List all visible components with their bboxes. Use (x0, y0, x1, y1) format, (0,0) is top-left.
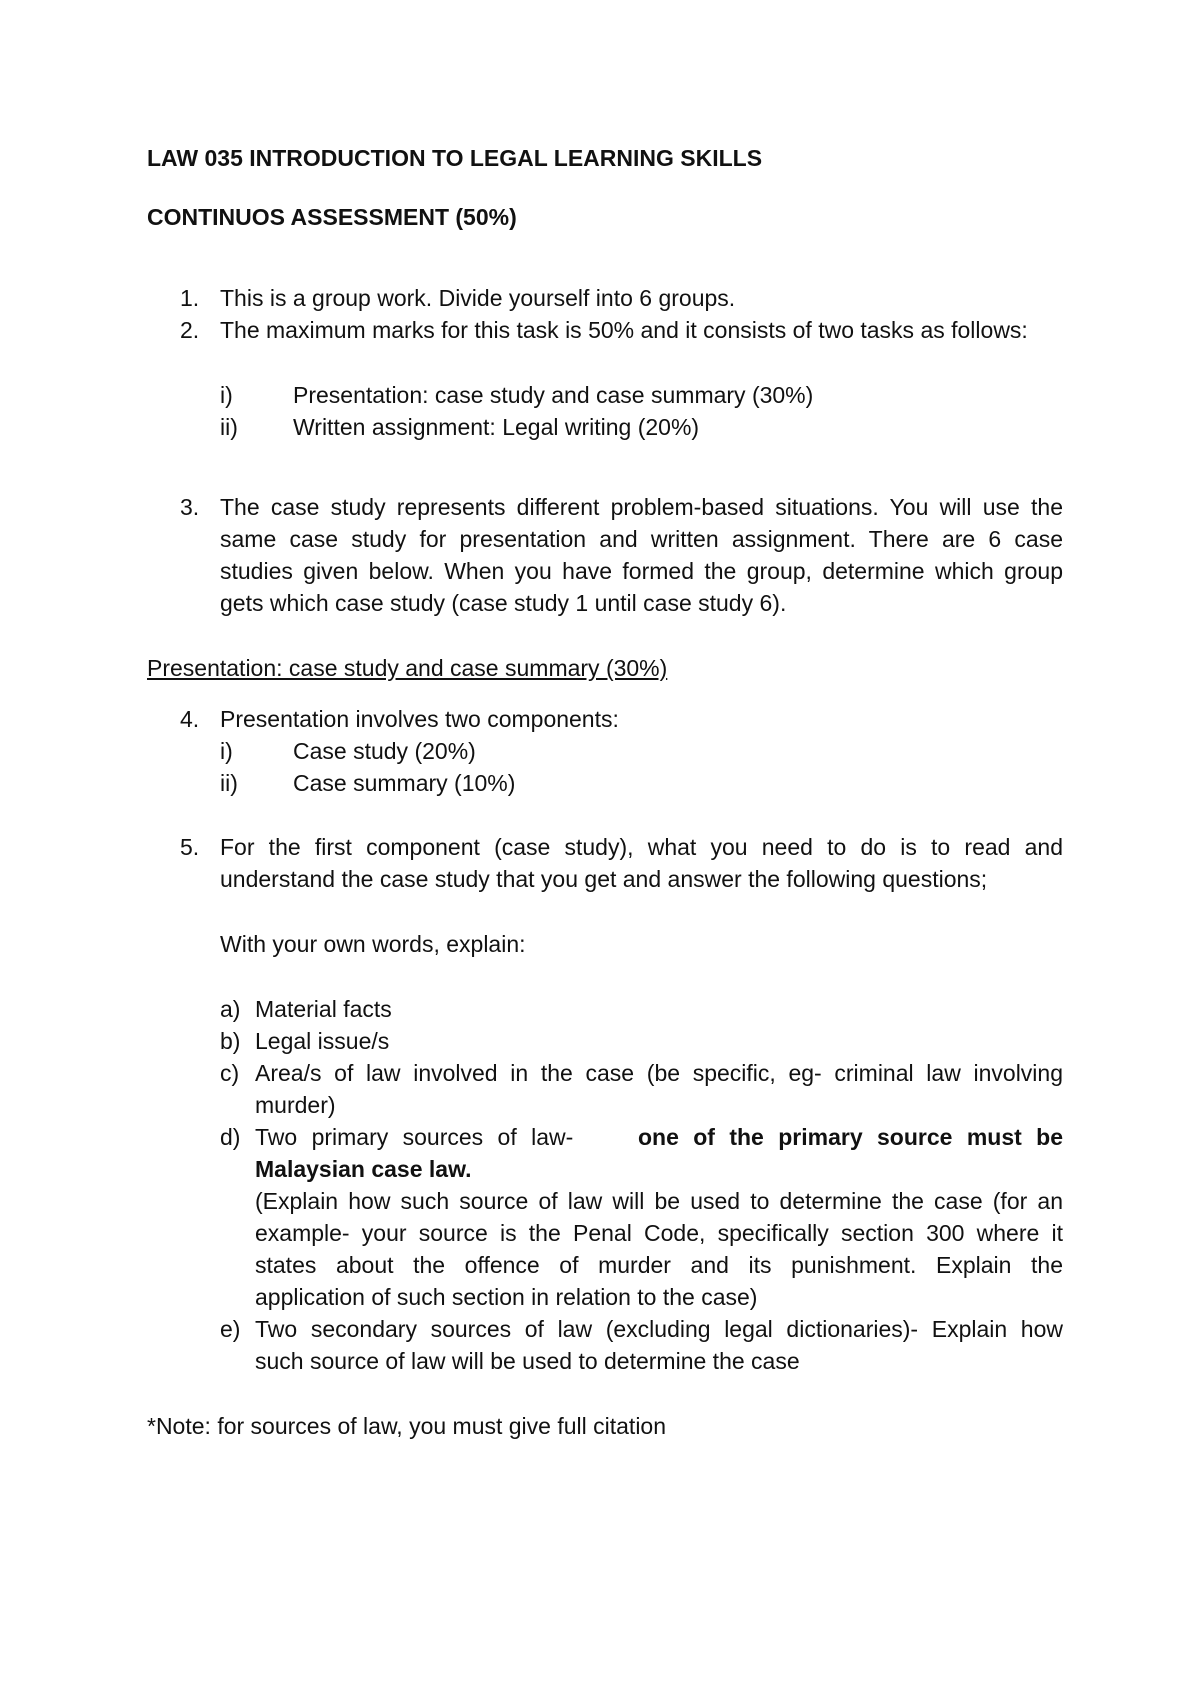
question-text: Two secondary sources of law (excluding legal dictionaries)- Explain how (255, 1316, 1063, 1342)
paragraph-line: gets which case study (case study 1 until case study 6). (220, 590, 787, 616)
question-label: c) (220, 1060, 240, 1086)
list-number: 4. (180, 706, 200, 732)
question-label: d) (220, 1124, 241, 1150)
question-text: states about the offence of murder and its punishment. Explain the (255, 1252, 1063, 1278)
paragraph-line: The case study represents different problem-based situations. You will use the (220, 494, 1063, 520)
paragraph-line: For the first component (case study), what you need to do is to read and (220, 834, 1063, 860)
question-label: b) (220, 1028, 241, 1054)
list-number: 5. (180, 834, 200, 860)
section-heading: Presentation: case study and case summary (30%) (147, 655, 668, 681)
question-text-emphasis: one of the primary source must be (637, 1124, 1063, 1150)
document-title: LAW 035 INTRODUCTION TO LEGAL LEARNING SKILLS (147, 145, 763, 171)
question-text: example- your source is the Penal Code, specifically section 300 where it (255, 1220, 1063, 1246)
roman-number: i) (220, 738, 233, 764)
question-text: murder) (255, 1092, 336, 1118)
question-text (255, 1121, 1063, 1153)
question-text: such source of law will be used to determine the case (255, 1348, 800, 1374)
roman-number: ii) (220, 414, 238, 440)
question-text-plain: Two primary sources of law- (255, 1124, 574, 1150)
citation-note: *Note: for sources of law, you must give full citation (147, 1413, 667, 1439)
question-text: Area/s of law involved in the case (be specific, eg- criminal law involving (255, 1060, 1063, 1086)
component-item-text: Case study (20%) (293, 738, 476, 764)
question-label: e) (220, 1316, 241, 1342)
list-number: 1. (180, 285, 200, 311)
task-item-text: Written assignment: Legal writing (20%) (293, 414, 700, 440)
list-number: 2. (180, 317, 200, 343)
instruction-intro: With your own words, explain: (220, 931, 526, 957)
question-text: Material facts (255, 996, 392, 1022)
question-label: a) (220, 996, 241, 1022)
document-subtitle: CONTINUOS ASSESSMENT (50%) (147, 204, 517, 230)
roman-number: ii) (220, 770, 238, 796)
question-text-emphasis: Malaysian case law. (255, 1156, 472, 1182)
question-text: (Explain how such source of law will be used to determine the case (for an (255, 1188, 1063, 1214)
component-item-text: Case summary (10%) (293, 770, 516, 796)
list-item-text: The maximum marks for this task is 50% and it consists of two tasks as follows: (220, 317, 1028, 343)
task-item-text: Presentation: case study and case summary (30%) (293, 382, 814, 408)
list-number: 3. (180, 494, 200, 520)
paragraph-line: studies given below. When you have formed the group, determine which group (220, 558, 1063, 584)
question-text: application of such section in relation to the case) (255, 1284, 758, 1310)
list-item-text: This is a group work. Divide yourself into 6 groups. (220, 285, 736, 311)
roman-number: i) (220, 382, 233, 408)
question-text: Legal issue/s (255, 1028, 390, 1054)
paragraph-line: same case study for presentation and written assignment. There are 6 case (220, 526, 1063, 552)
paragraph-line: understand the case study that you get and answer the following questions; (220, 866, 988, 892)
list-item-text: Presentation involves two components: (220, 706, 619, 732)
